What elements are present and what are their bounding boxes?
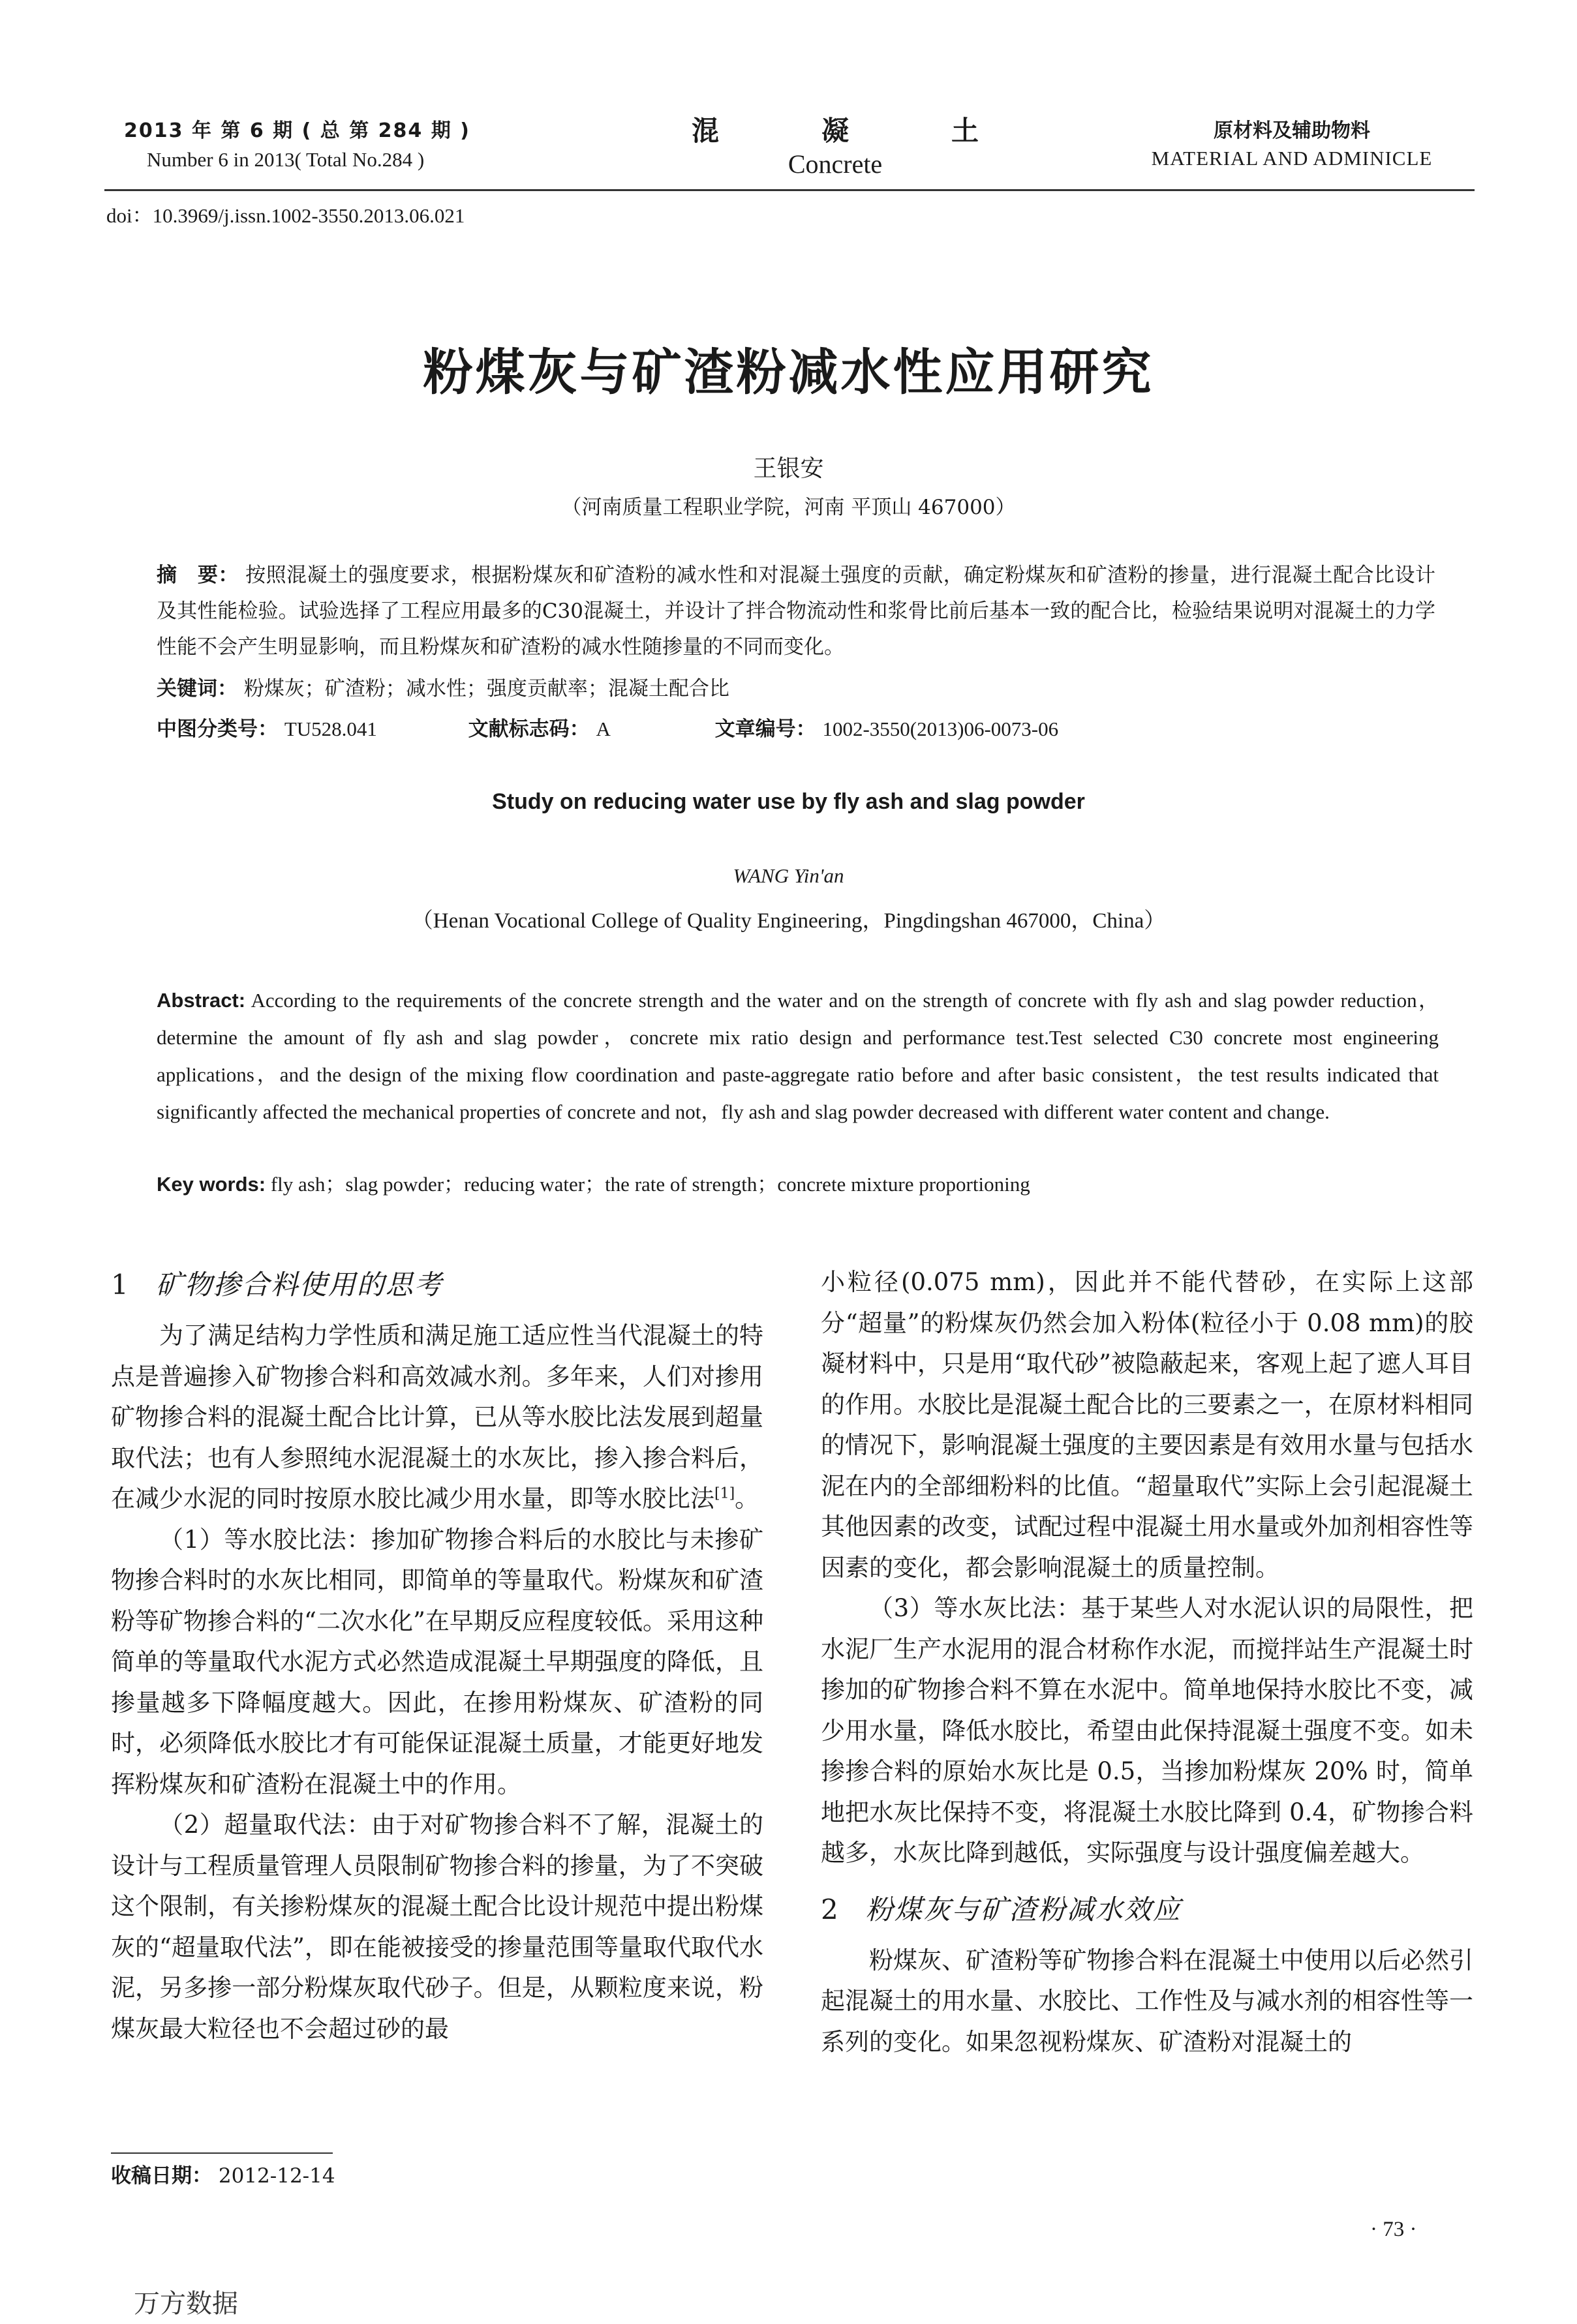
journal-char: 凝 xyxy=(821,115,849,147)
paragraph-text: 为了满足结构力学性质和满足施工适应性当代混凝土的特点是普遍掺入矿物掺合料和高效减水剂。多年来，人们对掺用矿物掺合料的混凝土配合比计算，已从等水胶比法发展到超量取代法；也有人参照纯水泥混凝土的水灰比，掺入掺合料后，在减少水泥的同时按原水胶比减少用水量，即等水胶比法 xyxy=(111,1321,763,1513)
article-title: 粉煤灰与矿渣粉减水性应用研究 xyxy=(423,343,1154,401)
section-heading xyxy=(821,1887,1473,1933)
author: 王银安 xyxy=(753,455,824,482)
article-no-value: 1002-3550(2013)06-0073-06 xyxy=(822,717,1059,740)
english-author: WANG Yin'an xyxy=(733,864,844,887)
paragraph: 粉煤灰、矿渣粉等矿物掺合料在混凝土中使用以后必然引起混凝土的用水量、水胶比、工作性及与减水剂的相容性等一系列的变化。如果忽视粉煤灰、矿渣粉对混凝土的 xyxy=(821,1946,1473,2056)
clc-label: 中图分类号： xyxy=(157,717,278,741)
citation: [1] xyxy=(714,1485,735,1502)
doc-code-label: 文献标志码： xyxy=(468,717,590,741)
journal-name-cn xyxy=(692,110,979,149)
received-label: 收稿日期： xyxy=(111,2164,212,2188)
paragraph: （1）等水胶比法：掺加矿物掺合料后的水胶比与未掺矿物掺合料时的水灰比相同，即简单的等量取代。粉煤灰和矿渣粉等矿物掺合料的“二次水化”在早期反应程度较低。采用这种简单的等量取代水泥方式必然造成混凝土早期强度的降低，且掺量越多下降幅度越大。因此，在掺用粉煤灰、矿渣粉的同时，必须降低水胶比才有可能保证混凝土质量，才能更好地发挥粉煤灰和矿渣粉在混凝土中的作用。 xyxy=(111,1525,763,1798)
journal-char: 土 xyxy=(951,115,979,147)
affiliation: （河南质量工程职业学院，河南 平顶山 467000） xyxy=(561,496,1016,519)
keywords-en-text: fly ash；slag powder；reducing water；the rate of strength；concrete mixture proportioning xyxy=(270,1173,1030,1196)
issue-info-cn: 2013 年 第 6 期 ( 总 第 284 期 ) xyxy=(124,119,470,142)
section-heading xyxy=(111,1262,763,1308)
section-number: 1 xyxy=(111,1269,130,1301)
doi: doi：10.3969/j.issn.1002-3550.2013.06.021 xyxy=(106,204,465,227)
keywords-en-label: Key words: xyxy=(157,1173,266,1196)
abstract-cn xyxy=(157,558,1435,665)
received-date xyxy=(111,2159,335,2188)
doc-code-value: A xyxy=(596,717,611,740)
abstract-en xyxy=(157,982,1439,1130)
paragraph: （3）等水灰比法：基于某些人对水泥认识的局限性，把水泥厂生产水泥用的混合材称作水泥，而搅拌站生产混凝土时掺加的矿物掺合料不算在水泥中。简单地保持水胶比不变，减少用水量，降低水胶比，希望由此保持混凝土强度不变。如未掺掺合料的原始水灰比是 0.5，当掺加粉煤灰 20% 时，简单地把水灰比保持不变，将混凝土水胶比降到 0.4，矿物掺合料越多，水灰比降到越低，实际强度与设计强度偏差越大。 xyxy=(821,1594,1473,1867)
paragraph xyxy=(111,1316,763,1520)
clc-value: TU528.041 xyxy=(284,717,377,740)
keywords-en xyxy=(157,1168,1439,1197)
keywords-cn xyxy=(157,672,1435,701)
section-name-en: MATERIAL AND ADMINICLE xyxy=(1151,147,1433,170)
journal-char: 混 xyxy=(692,115,720,147)
footnote-rule xyxy=(111,2152,333,2154)
page-number: · 73 · xyxy=(1370,2218,1417,2241)
section-title: 粉煤灰与矿渣粉减水效应 xyxy=(865,1893,1182,1925)
abstract-en-text: According to the requirements of the concrete strength and the water and on the strength of concrete with fly ash and slag powder reduction，determine the amount of fly ash and slag powder，concrete mix ratio design and performance test.Test selected C30 concrete most engineering applications，and the design of the mixing flow coordination and paste-aggregate ratio before and after basic consistent，the test results indicated that significantly affected the mechanical properties of concrete and not，fly ash and slag powder decreased with different water content and change. xyxy=(157,989,1439,1123)
paragraph-text: 。 xyxy=(735,1485,759,1513)
paragraph: 小粒径(0.075 mm)，因此并不能代替砂，在实际上这部分“超量”的粉煤灰仍然会加入粉体(粒径小于 0.08 mm)的胶凝材料中，只是用“取代砂”被隐蔽起来，客观上起了遮人耳目的作用。水胶比是混凝土配合比的三要素之一，在原材料相同的情况下，影响混凝土强度的主要因素是有效用水量与包括水泥在内的全部细粉料的比值。“超量取代”实际上会引起混凝土其他因素的改变，试配过程中混凝土用水量或外加剂相容性等因素的变化，都会影响混凝土的质量控制。 xyxy=(821,1268,1473,1582)
abstract-label: 摘 要： xyxy=(157,564,239,587)
watermark: 万方数据 xyxy=(134,2289,238,2319)
issue-info-en: Number 6 in 2013( Total No.284 ) xyxy=(147,148,425,171)
english-affiliation: （Henan Vocational College of Quality Engineering，Pingdingshan 467000，China） xyxy=(411,909,1166,933)
abstract-en-label: Abstract: xyxy=(157,989,246,1012)
received-value: 2012-12-14 xyxy=(218,2164,335,2188)
keywords-text: 粉煤灰；矿渣粉；减水性；强度贡献率；混凝土配合比 xyxy=(243,677,729,701)
classification-line xyxy=(157,712,1435,742)
section-title: 矿物掺合料使用的思考 xyxy=(155,1269,443,1301)
paragraph: （2）超量取代法：由于对矿物掺合料不了解，混凝土的设计与工程质量管理人员限制矿物掺合料的掺量，为了不突破这个限制，有关掺粉煤灰的混凝土配合比设计规范中提出粉煤灰的“超量取代法”，即在能被接受的掺量范围等量取代取代水泥，另多掺一部分粉煤灰取代砂子。但是，从颗粒度来说，粉煤灰最大粒径也不会超过砂的最 xyxy=(111,1811,763,2043)
abstract-text: 按照混凝土的强度要求，根据粉煤灰和矿渣粉的减水性和对混凝土强度的贡献，确定粉煤灰和矿渣粉的掺量，进行混凝土配合比设计及其性能检验。试验选择了工程应用最多的C30混凝土，并设计了拌合物流动性和浆骨比前后基本一致的配合比，检验结果说明对混凝土的力学性能不会产生明显影响，而且粉煤灰和矿渣粉的减水性随掺量的不同而变化。 xyxy=(157,564,1436,659)
english-title: Study on reducing water use by fly ash and slag powder xyxy=(492,789,1085,814)
header-rule xyxy=(104,189,1475,191)
keywords-label: 关键词： xyxy=(157,677,237,701)
body-column-right xyxy=(821,1262,1473,2062)
article-no-label: 文章编号： xyxy=(714,717,816,741)
section-number: 2 xyxy=(821,1893,840,1925)
journal-name-en: Concrete xyxy=(788,149,883,179)
section-name-cn: 原材料及辅助物料 xyxy=(1214,119,1370,142)
body-column-left xyxy=(111,1262,763,2049)
